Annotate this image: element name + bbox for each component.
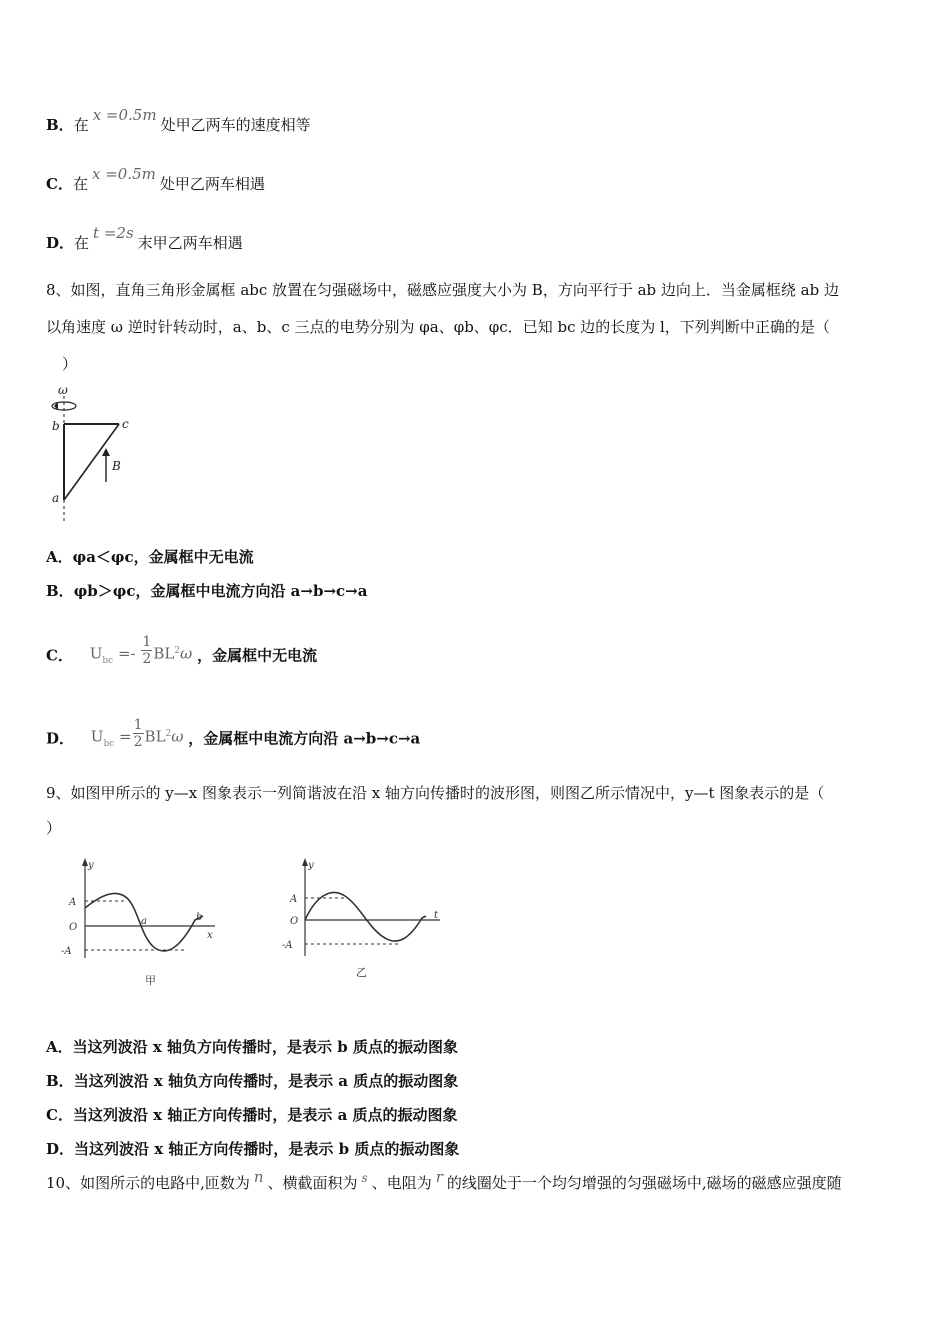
option-label: A． (46, 548, 73, 566)
q9-option-c (46, 1105, 458, 1125)
formula-eq: = (119, 727, 132, 746)
math-s: s (361, 1171, 368, 1185)
q7-option-d (46, 224, 243, 253)
frac-num: 1 (133, 717, 143, 733)
point-a: a (141, 916, 147, 927)
math-expression: t =2s (93, 224, 134, 242)
field-b-label: B (112, 459, 121, 473)
formula-sub: bc (103, 738, 115, 749)
label-neg-a: -A (61, 946, 72, 957)
formula-omega: ω (180, 644, 193, 663)
formula-omega: ω (171, 727, 184, 746)
axis-label-y: y (308, 860, 314, 871)
option-text: 当这列波沿 x 轴正方向传播时，是表示 b 质点的振动图象 (74, 1140, 460, 1158)
vertex-b-label: b (52, 419, 60, 433)
option-label: B． (46, 582, 74, 600)
formula-ubc (89, 634, 193, 671)
option-text: 当这列波沿 x 轴负方向传播时，是表示 a 质点的振动图象 (73, 1072, 459, 1090)
math-r: r (435, 1168, 443, 1186)
q9-stem-line2: ） (46, 819, 62, 837)
stem-text: 10、如图所示的电路中,匝数为 (46, 1174, 250, 1192)
option-label: C． (46, 646, 73, 665)
option-text: 在 (72, 175, 88, 193)
formula-eq: =- (117, 644, 136, 663)
formula-sup: 2 (165, 728, 172, 739)
option-label: D． (46, 1140, 75, 1158)
q9-option-a (46, 1037, 458, 1057)
omega-label: ω (58, 383, 68, 397)
option-label: D． (46, 234, 75, 252)
stem-text: 的线圈处于一个均匀增强的匀强磁场中,磁场的磁感应强度随 (446, 1174, 842, 1192)
q8-stem-line1: 8、如图，直角三角形金属框 abc 放置在匀强磁场中，磁感应强度大小为 B，方向平行于 ab 边向上．当金属框绕 ab 边 (46, 281, 839, 299)
option-label: D． (46, 729, 75, 748)
formula-bl: BL (153, 644, 175, 663)
formula-bl: BL (144, 727, 166, 746)
option-text: 处甲乙两车相遇 (159, 175, 265, 193)
q10-stem (46, 1168, 842, 1194)
frac-den: 2 (142, 651, 152, 667)
stem-text: 、横截面积为 (267, 1174, 358, 1192)
formula-sub: bc (102, 655, 114, 666)
label-neg-a: -A (282, 940, 293, 951)
q9-figure-jia (55, 858, 225, 988)
q9-option-b (46, 1071, 458, 1091)
label-a-amp: A (290, 894, 298, 905)
math-expression: x =0.5m (92, 106, 157, 124)
label-a-amp: A (69, 897, 77, 908)
stem-text: 、电阻为 (371, 1174, 432, 1192)
q7-option-c (46, 165, 265, 194)
axis-label-y: y (88, 860, 94, 871)
option-text: 在 (73, 116, 89, 134)
frac-den: 2 (133, 734, 143, 750)
math-n: n (253, 1168, 264, 1186)
option-text: ，金属框中无电流 (197, 646, 318, 665)
label-origin: O (69, 922, 78, 933)
q8-stem-line3: ） (62, 355, 78, 373)
formula-u: U (89, 644, 103, 663)
option-text: ，金属框中电流方向沿 a→b→c→a (188, 729, 421, 748)
point-b: b (196, 912, 203, 923)
vertex-c-label: c (122, 417, 129, 431)
q7-option-b (46, 106, 311, 135)
q8-stem-line2: 以角速度 ω 逆时针转动时，a、b、c 三点的电势分别为 φa、φb、φc．已知 bc 边的长度为 l，下列判断中正确的是（ (46, 318, 830, 336)
fraction (133, 717, 144, 750)
fraction (141, 634, 152, 667)
option-text: φb＞φc，金属框中电流方向沿 a→b→c→a (73, 582, 368, 600)
option-label: B． (46, 116, 74, 134)
q8-option-c (46, 634, 318, 673)
axis-label-x: x (207, 930, 213, 941)
frac-num: 1 (142, 634, 152, 650)
vertex-a-label: a (52, 491, 60, 505)
edge-ac (64, 424, 119, 500)
formula-u: U (90, 727, 104, 746)
option-label: C． (46, 1106, 73, 1124)
option-label: B． (46, 1072, 74, 1090)
q8-option-d (46, 717, 421, 756)
q9-option-d (46, 1139, 459, 1159)
wave-curve (305, 892, 426, 941)
q8-option-a (46, 547, 254, 567)
caption-yi: 乙 (356, 966, 367, 979)
q8-option-b (46, 581, 367, 601)
field-arrow-head (102, 448, 110, 456)
option-label: C． (46, 175, 73, 193)
math-expression: x =0.5m (91, 165, 156, 183)
label-origin: O (290, 916, 299, 927)
caption-jia: 甲 (145, 974, 156, 987)
formula-ubc (90, 717, 184, 754)
q9-figure-yi (280, 858, 450, 988)
q9-stem-line1: 9、如图甲所示的 y—x 图象表示一列简谐波在沿 x 轴方向传播时的波形图，则图乙所示情况中，y—t 图象表示的是（ (46, 784, 825, 802)
option-text: 在 (74, 234, 90, 252)
option-text: 末甲乙两车相遇 (137, 234, 243, 252)
option-text: φa＜φc，金属框中无电流 (72, 548, 254, 566)
option-text: 当这列波沿 x 轴正方向传播时，是表示 a 质点的振动图象 (72, 1106, 458, 1124)
axis-label-t: t (434, 910, 439, 921)
option-text: 当这列波沿 x 轴负方向传播时，是表示 b 质点的振动图象 (72, 1038, 458, 1056)
formula-sup: 2 (174, 645, 181, 656)
q8-triangle-figure (40, 382, 140, 527)
option-text: 处甲乙两车的速度相等 (160, 116, 311, 134)
option-label: A． (46, 1038, 73, 1056)
